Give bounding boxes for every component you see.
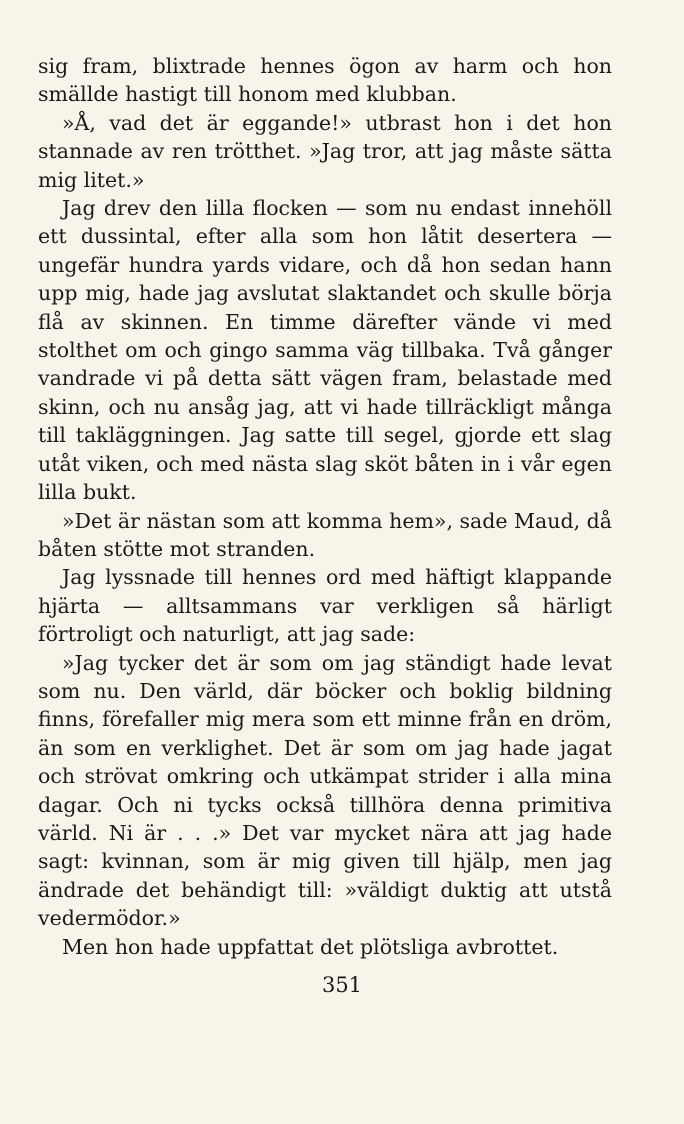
paragraph-4: »Det är nästan som att komma hem», sade Maud, då båten stötte mot stranden. <box>38 508 612 561</box>
page-number: 351 <box>321 973 363 997</box>
paragraph-1: sig fram, blixtrade hennes ögon av harm och hon smällde hastigt till honom med klubban. <box>38 54 612 107</box>
paragraph-2: »Å, vad det är eggande!» utbrast hon i det hon stannade av ren trötthet. »Jag tror, att jag måste sätta mig litet.» <box>38 110 612 192</box>
paragraph-3: Jag drev den lilla flocken — som nu endast innehöll ett dussintal, efter alla som hon låtit desertera — ungefär hundra yards vidare, och då hon sedan hann upp mig, hade jag avslutat slaktandet och skulle börja flå av skinnen. En timme därefter vände vi med stolthet om och gingo samma väg tillbaka. Två gånger vandrade vi på detta sätt vägen fram, belastade med skinn, och nu ansåg jag, att vi hade tillräckligt många till takläggningen. Jag satte till segel, gjorde ett slag utåt viken, och med nästa slag sköt båten in i vår egen lilla bukt. <box>38 196 612 505</box>
paragraph-7: Men hon hade uppfattat det plötsliga avbrottet. <box>62 934 559 959</box>
paragraph-6: »Jag tycker det är som om jag ständigt hade levat som nu. Den värld, där böcker och boklig bildning finns, förefaller mig mera som ett minne från en dröm, än som en verklighet. Det är som om jag hade jagat och strövat omkring och utkämpat strider i alla mina dagar. Och ni tycks också tillhöra denna primitiva värld. Ni är . . .» Det var mycket nära att jag hade sagt: kvinnan, som är mig given till hjälp, men jag ändrade det behändigt till: »väldigt duktig att utstå vedermödor.» <box>38 650 612 931</box>
paragraph-5: Jag lyssnade till hennes ord med häftigt klappande hjärta — alltsammans var verkligen så härligt förtroligt och naturligt, att jag sade: <box>38 565 612 647</box>
body-text <box>38 52 612 961</box>
